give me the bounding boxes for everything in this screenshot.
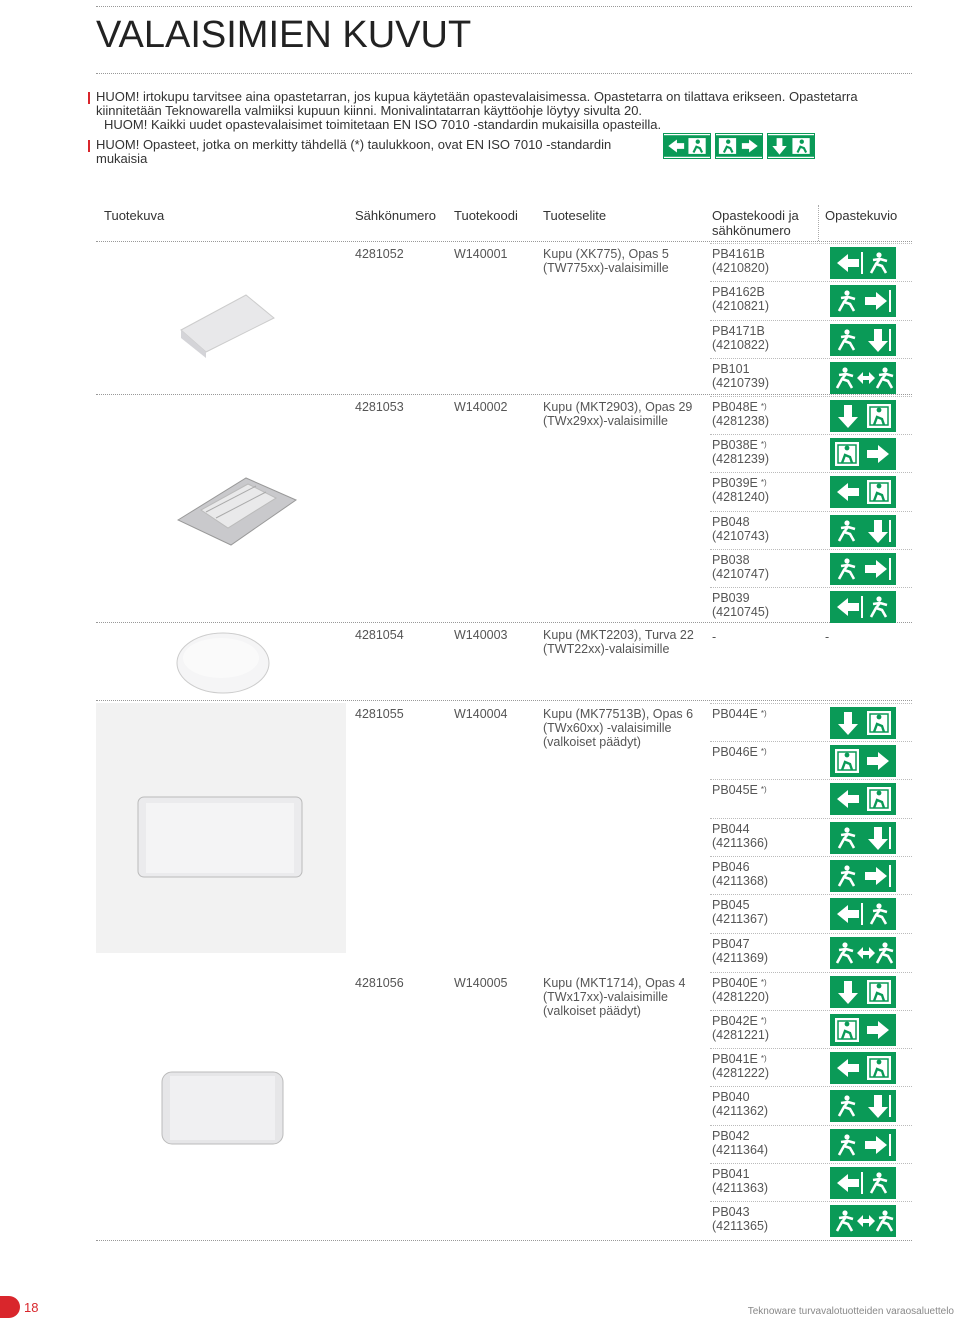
product-image-kupu-mk77513b [136, 795, 304, 879]
sign-code: PB044 [712, 822, 750, 836]
sign-code-entry [712, 1205, 768, 1233]
product-sahkonumero: 4281055 [355, 707, 404, 721]
code-rule [710, 1010, 912, 1011]
iso-star-mark: *) [760, 785, 767, 794]
product-image-kupu-mkt2203 [176, 630, 271, 695]
code-rule [710, 703, 912, 704]
sign-code: PB048E [712, 400, 758, 414]
product-tuotekoodi: W140003 [454, 628, 508, 642]
sign-electric-number: (4281222) [712, 1066, 769, 1080]
sign-code-entry [712, 438, 769, 466]
code-rule [710, 1125, 912, 1126]
iso-star-mark: *) [760, 402, 767, 411]
sign-electric-number: (4210747) [712, 567, 769, 581]
sign-electric-number: (4211364) [712, 1143, 769, 1157]
iso-star-mark: *) [760, 1054, 767, 1063]
page-number-tab [0, 1296, 20, 1318]
sign-code: PB038 [712, 553, 750, 567]
sign-run-down-icon [830, 1090, 896, 1122]
sign-code-entry [712, 707, 767, 721]
sign-down-door-icon [830, 400, 896, 432]
sign-electric-number: (4281220) [712, 990, 769, 1004]
sign-code: PB041 [712, 1167, 750, 1181]
code-rule [710, 549, 912, 550]
sign-electric-number: (4211363) [712, 1181, 769, 1195]
sign-code-entry [712, 1090, 768, 1118]
sign-code: PB042 [712, 1129, 750, 1143]
sign-electric-number: (4211362) [712, 1104, 769, 1118]
sign-run-right-icon [830, 553, 896, 585]
iso-star-mark: *) [760, 1016, 767, 1025]
sign-multi-icon [830, 1205, 896, 1237]
product-image-kupu-mkt2903 [176, 470, 298, 550]
code-rule [710, 587, 912, 588]
header-divider [818, 205, 819, 241]
product-tuoteselite: Kupu (MKT2203), Turva 22 (TWT22xx)-valaisimille [543, 628, 694, 656]
page-title: VALAISIMIEN KUVUT [96, 14, 472, 56]
sign-code: PB041E [712, 1052, 758, 1066]
code-rule [710, 1048, 912, 1049]
sign-code-entry [712, 1167, 768, 1195]
sign-run-down-icon [830, 515, 896, 547]
sign-electric-number: (4281221) [712, 1028, 769, 1042]
product-tuotekoodi: W140004 [454, 707, 508, 721]
sign-code: PB4161B [712, 247, 765, 261]
sign-run-right-icon [830, 1129, 896, 1161]
code-rule [710, 894, 912, 895]
sign-code: PB4162B [712, 285, 765, 299]
sign-left-run-icon [830, 247, 896, 279]
product-tuotekoodi: W140001 [454, 247, 508, 261]
sign-door-right-icon [830, 745, 896, 777]
sign-door-right-icon [830, 438, 896, 470]
footer-text: Teknoware turvavalotuotteiden varaosaluettelo [747, 1306, 954, 1317]
sign-code-entry [712, 247, 769, 275]
iso-star-mark: *) [760, 709, 767, 718]
iso-star-mark: *) [760, 978, 767, 987]
sign-run-right-icon [715, 133, 763, 159]
note-marker [88, 140, 90, 152]
sign-code-entry [712, 362, 769, 390]
sign-code: PB101 [712, 362, 750, 376]
sign-electric-number: (4281239) [712, 452, 769, 466]
sign-code-entry [712, 515, 769, 543]
code-rule [710, 933, 912, 934]
product-image-kupu-xk775 [176, 290, 276, 360]
product-sahkonumero: 4281056 [355, 976, 404, 990]
product-tuotekoodi: W140002 [454, 400, 508, 414]
sign-code-entry [712, 553, 769, 581]
sign-run-right-icon [830, 285, 896, 317]
note-2 [104, 118, 920, 132]
sign-electric-number: (4210820) [712, 261, 769, 275]
no-code-dash: - [712, 630, 717, 644]
sign-code: PB043 [712, 1205, 750, 1219]
sign-code: PB040 [712, 1090, 750, 1104]
title-rule [96, 73, 912, 74]
code-rule [710, 396, 912, 397]
code-rule [710, 281, 912, 282]
code-rule [710, 320, 912, 321]
code-rule [710, 1086, 912, 1087]
sign-electric-number: (4210739) [712, 376, 769, 390]
sign-run-right-icon [830, 860, 896, 892]
note-text: HUOM! irtokupu tarvitsee aina opastetarran, jos kupua käytetään opastevalaisimessa. Opastetarra on tilattava erikseen. Opastetarra kiinnitetään Teknowarella valmiiksi kupuun kiinni. Monivalintatarran käyttöohje löytyy sivulta 20. [96, 89, 858, 118]
sign-left-door-icon [830, 1052, 896, 1084]
header-tuoteselite: Tuoteselite [543, 208, 607, 223]
sign-code-entry [712, 937, 768, 965]
sign-code-entry [712, 1052, 769, 1080]
sign-multi-icon [830, 362, 896, 394]
sign-code-entry [712, 860, 768, 888]
sign-electric-number: (4210821) [712, 299, 769, 313]
sign-code: PB045 [712, 898, 750, 912]
iso-star-mark: *) [760, 747, 767, 756]
sign-electric-number: (4211369) [712, 951, 769, 965]
sign-code: PB040E [712, 976, 758, 990]
sign-electric-number: (4210822) [712, 338, 769, 352]
sign-left-run-icon [830, 591, 896, 623]
code-rule [710, 856, 912, 857]
sign-electric-number: (4211368) [712, 874, 769, 888]
sign-left-door-icon [830, 783, 896, 815]
row-rule [96, 394, 912, 395]
header-tuotekuva: Tuotekuva [104, 208, 165, 223]
note-text: HUOM! Opasteet, jotka on merkitty tähdellä (*) taulukkoon, ovat EN ISO 7010 -standardin mukaisia [96, 137, 612, 166]
sign-electric-number: (4211367) [712, 912, 769, 926]
sign-down-door-icon [830, 976, 896, 1008]
product-tuoteselite: Kupu (MK77513B), Opas 6 (TWx60xx) -valaisimille (valkoiset päädyt) [543, 707, 694, 749]
product-image-kupu-mkt1714 [160, 1068, 285, 1148]
sign-code: PB042E [712, 1014, 758, 1028]
product-tuoteselite: Kupu (MKT1714), Opas 4 (TWx17xx)-valaisimille (valkoiset päädyt) [543, 976, 686, 1018]
sign-code: PB048 [712, 515, 750, 529]
sign-down-run-icon [767, 133, 815, 159]
code-rule [710, 972, 912, 973]
header-rule [96, 241, 912, 242]
code-rule [710, 434, 912, 435]
page-number: 18 [24, 1300, 39, 1315]
sign-left-door-icon [830, 476, 896, 508]
sign-code: PB045E [712, 783, 758, 797]
code-rule [710, 511, 912, 512]
product-sahkonumero: 4281054 [355, 628, 404, 642]
row-rule [96, 700, 912, 701]
code-rule [710, 472, 912, 473]
product-tuotekoodi: W140005 [454, 976, 508, 990]
sign-code: PB039 [712, 591, 750, 605]
sign-code-entry [712, 745, 767, 759]
sign-code: PB038E [712, 438, 758, 452]
sign-multi-icon [830, 937, 896, 969]
note-1 [96, 90, 912, 118]
sign-code: PB039E [712, 476, 758, 490]
sign-code-entry [712, 324, 769, 352]
sign-code-entry [712, 976, 769, 1004]
example-signs [663, 133, 815, 159]
product-sahkonumero: 4281053 [355, 400, 404, 414]
sign-code-entry [712, 1129, 768, 1157]
sign-electric-number: (4210743) [712, 529, 769, 543]
code-rule [710, 741, 912, 742]
sign-electric-number: (4210745) [712, 605, 769, 619]
sign-code: PB046 [712, 860, 750, 874]
no-sign-dash: - [825, 630, 830, 644]
code-rule [710, 818, 912, 819]
sign-electric-number: (4281240) [712, 490, 769, 504]
note-3 [96, 138, 656, 166]
sign-code-entry [712, 898, 768, 926]
note-text: HUOM! Kaikki uudet opastevalaisimet toimitetaan EN ISO 7010 -standardin mukaisilla opasteilla. [104, 117, 662, 132]
sign-left-run-icon [663, 133, 711, 159]
sign-down-door-icon [830, 707, 896, 739]
code-rule [710, 358, 912, 359]
sign-code-entry [712, 400, 769, 428]
header-tuotekoodi: Tuotekoodi [454, 208, 518, 223]
row-rule [96, 1240, 912, 1241]
iso-star-mark: *) [760, 478, 767, 487]
product-tuoteselite: Kupu (MKT2903), Opas 29 (TWx29xx)-valaisimille [543, 400, 693, 428]
code-rule [710, 1163, 912, 1164]
header-opastekuvio: Opastekuvio [825, 208, 898, 223]
sign-code-entry [712, 285, 769, 313]
row-rule [96, 622, 912, 623]
sign-code-entry [712, 822, 768, 850]
product-sahkonumero: 4281052 [355, 247, 404, 261]
sign-code: PB046E [712, 745, 758, 759]
sign-code: PB044E [712, 707, 758, 721]
sign-electric-number: (4211366) [712, 836, 769, 850]
sign-door-right-icon [830, 1014, 896, 1046]
sign-code-entry [712, 783, 767, 797]
sign-code: PB047 [712, 937, 750, 951]
sign-left-run-icon [830, 898, 896, 930]
code-rule [710, 779, 912, 780]
product-tuoteselite: Kupu (XK775), Opas 5 (TW775xx)-valaisimille [543, 247, 669, 275]
iso-star-mark: *) [760, 440, 767, 449]
header-sahkonumero: Sähkönumero [355, 208, 436, 223]
sign-code: PB4171B [712, 324, 765, 338]
top-rule [96, 6, 912, 7]
sign-electric-number: (4281238) [712, 414, 769, 428]
sign-electric-number: (4211365) [712, 1219, 769, 1233]
code-rule [710, 1201, 912, 1202]
sign-run-down-icon [830, 324, 896, 356]
code-rule [710, 243, 912, 244]
sign-code-entry [712, 476, 769, 504]
header-opastekoodi: Opastekoodi ja sähkönumero [712, 208, 799, 238]
note-marker [88, 92, 90, 104]
sign-run-down-icon [830, 822, 896, 854]
sign-code-entry [712, 591, 769, 619]
sign-code-entry [712, 1014, 769, 1042]
sign-left-run-icon [830, 1167, 896, 1199]
